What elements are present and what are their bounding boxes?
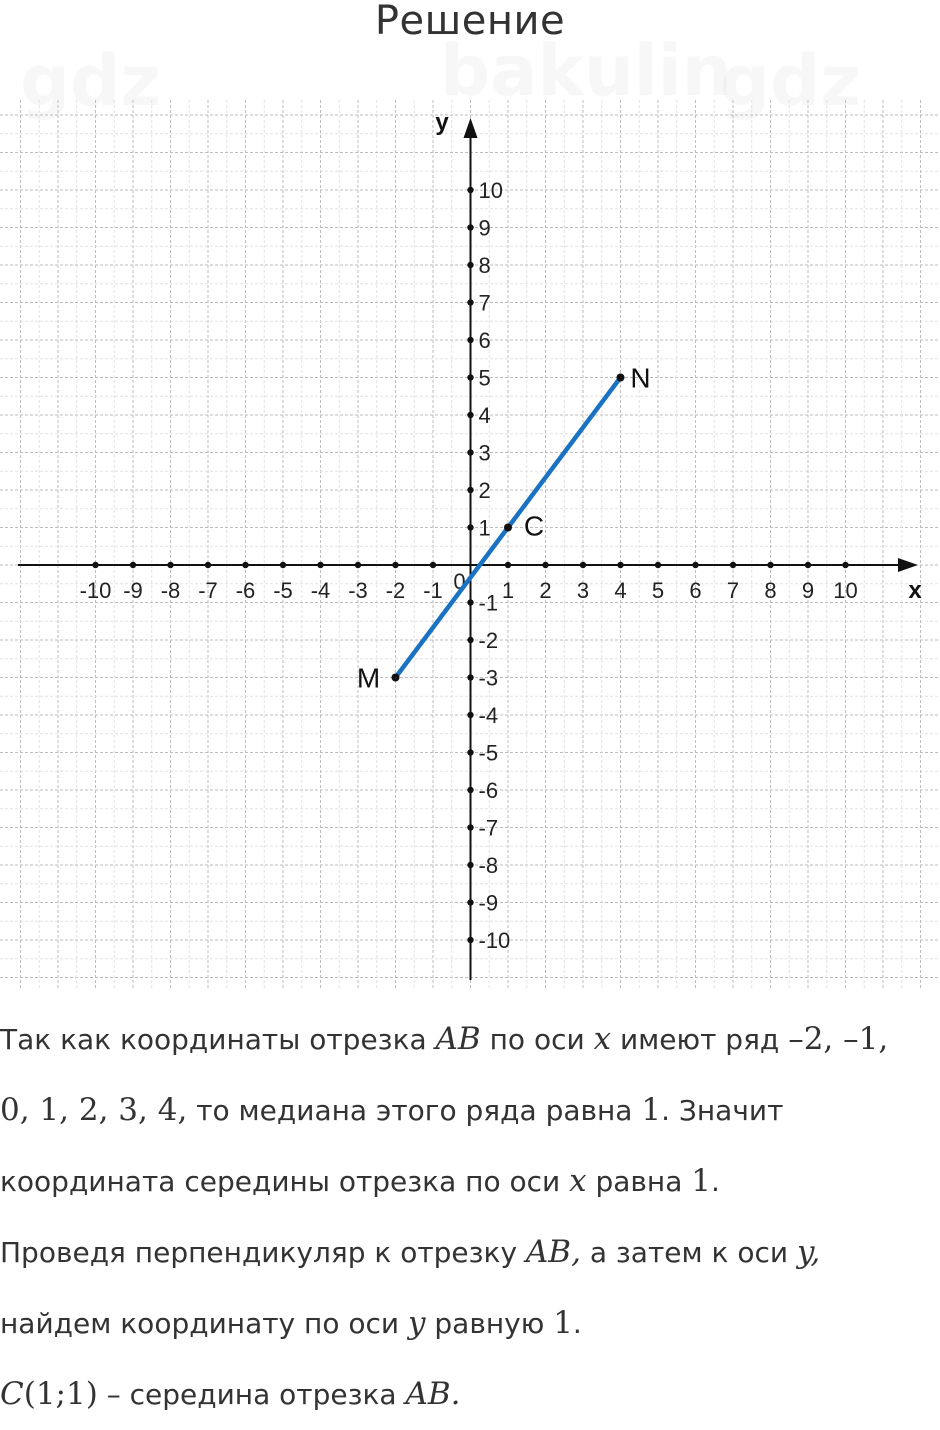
x-tick-dot [730,562,736,568]
y-tick-dot [467,487,473,493]
page-title: Решение [374,0,566,44]
y-tick-dot [467,674,473,680]
x-tick-dot [505,562,511,568]
y-tick-dot [467,262,473,268]
x-tick-dot [655,562,661,568]
x-tick-dot [280,562,286,568]
text-fragment: имеют ряд [611,1023,789,1056]
x-tick-label: 9 [801,578,815,603]
x-tick-label: -8 [160,578,181,603]
y-tick-dot [467,524,473,530]
explanation-line-2 [0,1075,940,1146]
text-fragment: то медиана этого ряда равна [187,1094,642,1127]
x-tick-dot [580,562,586,568]
x-tick-dot [617,562,623,568]
point-label-n: N [630,362,651,394]
explanation-line-5 [0,1288,940,1359]
x-tick-label: 10 [833,578,858,603]
x-tick-label: 8 [764,578,777,603]
x-tick-label: -10 [79,578,112,603]
x-tick-label: 5 [651,578,665,603]
y-tick-dot [467,637,473,643]
x-tick-label: 2 [539,578,552,603]
explanation-line-1 [0,1004,940,1075]
math-fragment: –2, –1, [788,1021,889,1057]
x-tick-label: -7 [198,578,218,603]
x-tick-dot [805,562,811,568]
text-fragment: . [572,1307,582,1340]
math-fragment: x [593,1021,612,1057]
math-fragment: C [0,1376,24,1412]
x-tick-label: -3 [348,578,368,603]
x-tick-dot [355,562,361,568]
x-axis-label: x [908,577,922,604]
text-fragment: по оси [480,1023,594,1056]
y-tick-label: -8 [478,853,499,878]
y-tick-dot [467,787,473,793]
x-tick-dot [242,562,248,568]
x-tick-label: 3 [576,578,590,603]
math-fragment: 1 [641,1092,662,1128]
x-tick-dot [542,562,548,568]
math-fragment: y [407,1305,426,1341]
y-tick-label: -2 [478,628,499,653]
y-tick-label: 5 [478,365,491,391]
math-fragment: x [569,1163,587,1199]
explanation-line-4 [0,1217,940,1288]
x-tick-label: -6 [235,578,256,603]
math-fragment: 1 [691,1163,712,1199]
y-tick-label: -10 [478,928,511,953]
x-tick-dot [392,562,398,568]
y-tick-dot [467,187,473,193]
math-fragment: 1 [553,1305,573,1341]
y-tick-dot [467,749,473,755]
y-tick-dot [467,937,473,943]
text-fragment: равна [586,1165,692,1198]
text-fragment: координата середины отрезка по оси [0,1165,570,1198]
x-tick-label: 1 [501,578,515,603]
x-tick-label: -4 [310,578,331,603]
y-tick-label: -6 [478,778,499,803]
y-tick-label: -9 [478,890,499,916]
point-label-c: C [523,510,545,542]
point-n [617,374,625,382]
x-tick-dot [430,562,436,568]
y-tick-dot [467,712,473,718]
y-tick-label: 6 [478,328,491,353]
origin-label: 0 [453,569,466,594]
x-tick-dot [205,562,211,568]
y-tick-dot [467,899,473,905]
text-fragment: Так как координаты отрезка [0,1023,436,1056]
text-fragment: равную [425,1307,554,1340]
y-tick-dot [467,824,473,830]
x-tick-label: -5 [273,578,293,603]
y-tick-label: 2 [478,478,491,503]
y-tick-label: 4 [478,403,491,428]
y-tick-label: 8 [478,253,491,278]
y-tick-label: 10 [478,178,503,203]
y-tick-dot [467,224,473,230]
text-fragment: Проведя перпендикуляр к отрезку [0,1236,526,1269]
math-fragment: AB, [525,1234,581,1270]
y-axis-arrow [464,118,478,138]
y-tick-label: -5 [478,740,499,766]
math-fragment: AB. [405,1376,461,1412]
y-tick-dot [467,337,473,343]
explanation-line-3 [0,1146,940,1217]
x-tick-label: -1 [423,578,443,603]
y-tick-dot [467,862,473,868]
math-fragment: y, [796,1234,821,1270]
y-tick-dot [467,412,473,418]
y-tick-dot [467,374,473,380]
x-tick-dot [692,562,698,568]
y-tick-dot [467,599,473,605]
text-fragment: – середина отрезка [97,1378,406,1411]
y-tick-label: 9 [478,215,491,241]
point-c [504,524,512,532]
point-label-m: M [356,662,381,694]
y-tick-label: 3 [478,440,491,466]
x-tick-label: -2 [385,578,406,603]
explanation-line-6 [0,1359,940,1430]
x-tick-dot [842,562,848,568]
x-tick-dot [767,562,773,568]
x-tick-label: -9 [123,578,143,603]
x-tick-label: 7 [726,578,740,603]
y-tick-label: 1 [478,515,491,541]
y-tick-dot [467,299,473,305]
text-fragment: а затем к оси [580,1236,797,1269]
y-tick-label: -4 [478,703,499,728]
y-tick-label: -3 [478,665,499,691]
math-fragment: 0, 1, 2, 3, 4, [0,1092,188,1128]
point-m [392,674,400,682]
text-fragment: . Значит [661,1094,784,1127]
x-tick-label: 4 [614,578,627,603]
solution-explanation [0,1004,940,1430]
coordinate-plane-graph [0,90,940,1002]
x-tick-dot [130,562,136,568]
x-tick-dot [167,562,173,568]
y-tick-dot [467,449,473,455]
text-fragment: найдем координату по оси [0,1307,408,1340]
x-tick-label: 6 [689,578,702,603]
text-fragment: . [711,1165,720,1198]
x-tick-dot [317,562,323,568]
y-tick-label: -1 [478,590,499,616]
y-tick-label: -7 [478,815,499,841]
y-axis-label: y [435,109,449,136]
math-fragment: AB [435,1021,481,1057]
math-fragment: (1;1) [23,1376,98,1412]
y-tick-label: 7 [478,290,491,316]
x-tick-dot [92,562,98,568]
x-axis-arrow [898,558,918,572]
